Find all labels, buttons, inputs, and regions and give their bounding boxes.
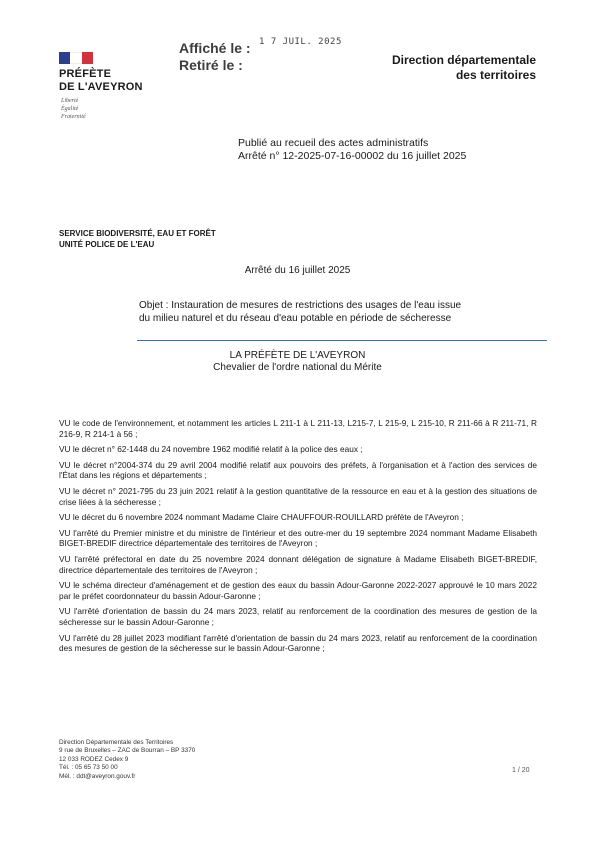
footer-line-2: 9 rue de Bruxelles – ZAC de Bourran – BP 3370 [59,747,196,755]
vu-item: VU l'arrêté du 28 juillet 2023 modifiant l'arrêté d'orientation de bassin du 24 mars 2023, relatif au renforcement de la coordination des mesures de gestion de la sécheresse sur le bassin Adour-Garonne ; [59,632,537,654]
vu-item: VU le décret n°2004-374 du 29 avril 2004 modifié relatif aux pouvoirs des préfets, à l'organisation et à l'action des services de l'État dans les régions et départements ; [59,459,537,481]
objet-text [139,299,539,325]
motto-line-1: Liberté [61,98,79,104]
vu-item: VU le décret du 6 novembre 2024 nommant Madame Claire CHAUFFOUR-ROUILLARD préfète de l'Aveyron ; [59,512,464,523]
vu-item: VU le décret n° 62-1448 du 24 novembre 1962 modifié relatif à la police des eaux ; [59,444,363,455]
vu-item: VU le schéma directeur d'aménagement et de gestion des eaux du bassin Adour-Garonne 2022-2027 approuvé le 10 mars 2022 par le préfet coordonnateur du bassin Adour-Garonne ; [59,580,537,601]
direction-title [392,53,536,83]
prefecture-line-1: PRÉFÈTE [59,68,112,80]
prefecture-line-2: DE L'AVEYRON [59,81,143,93]
footer-phone: Tél. : 05 65 73 50 00 [59,764,118,772]
vu-item: VU le code de l'environnement, et notamment les articles L 211-1 à L 211-13, L215-7, L 215-9, L 215-10, R 211-66 à R 211-71, R 216-9, R 214-1 à 56 ; [59,418,537,439]
display-stamp [179,40,251,74]
authority-subtitle: Chevalier de l'ordre national du Mérite [213,362,382,373]
direction-line-1: Direction départementale [391,53,536,67]
footer-address [59,739,195,781]
publication-notice [238,137,466,163]
vu-item: VU l'arrêté préfectoral en date du 25 novembre 2024 donnant délégation de signature à Madame Elisabeth BIGET-BREDIF, directrice départementale des territoires de l'Aveyron ; [59,553,537,575]
marianne-flag-logo [59,52,93,64]
arrete-date: Arrêté du 16 juillet 2025 [244,265,351,276]
vu-item: VU l'arrêté d'orientation de bassin du 24 mars 2023, relatif au renforcement de la coordination des mesures de gestion de la sécheresse sur le bassin Adour-Garonne ; [59,606,537,627]
stamp-date: 1 7 JUIL. 2025 [259,37,342,47]
motto-line-2: Égalité [61,106,79,112]
page-number: 1 / 20 [512,767,530,774]
footer-email: Mél. : ddt@aveyron.gouv.fr [59,772,136,780]
retire-label: Retiré le : [179,57,243,73]
objet-line-1: Objet : Instauration de mesures de restrictions des usages de l'eau issue [139,300,462,311]
vu-list [59,418,537,659]
republic-motto [61,97,86,121]
prefecture-name [59,68,143,94]
service-line-2: UNITÉ POLICE DE L'EAU [59,240,155,249]
separator-line [137,340,547,341]
service-heading [59,228,216,250]
objet-line-2: du milieu naturel et du réseau d'eau potable en période de sécheresse [139,313,452,324]
direction-line-2: des territoires [455,68,536,82]
affiche-label: Affiché le : [179,40,251,56]
service-line-1: SERVICE BIODIVERSITÉ, EAU ET FORÊT [59,229,216,238]
publication-line-1: Publié au recueil des actes administratifs [238,137,429,149]
motto-line-3: Fraternité [61,114,86,120]
authority-title: LA PRÉFÈTE DE L'AVEYRON [229,350,366,361]
footer-line-1: Direction Départementale des Territoires [59,739,174,746]
vu-item: VU l'arrêté du Premier ministre et du ministre de l'intérieur et des outre-mer du 19 septembre 2024 nommant Madame Elisabeth BIGET-BREDIF directrice départementale des territoires de l'Aveyron ; [59,527,537,549]
footer-line-3: 12 033 RODEZ Cedex 9 [59,755,129,763]
publication-line-2: Arrêté n° 12-2025-07-16-00002 du 16 juillet 2025 [238,150,467,162]
vu-item: VU le décret n° 2021-795 du 23 juin 2021 relatif à la gestion quantitative de la ressource en eau et à la gestion des situations de crise liées à la sécheresse ; [59,485,537,507]
authority-block [0,350,595,374]
